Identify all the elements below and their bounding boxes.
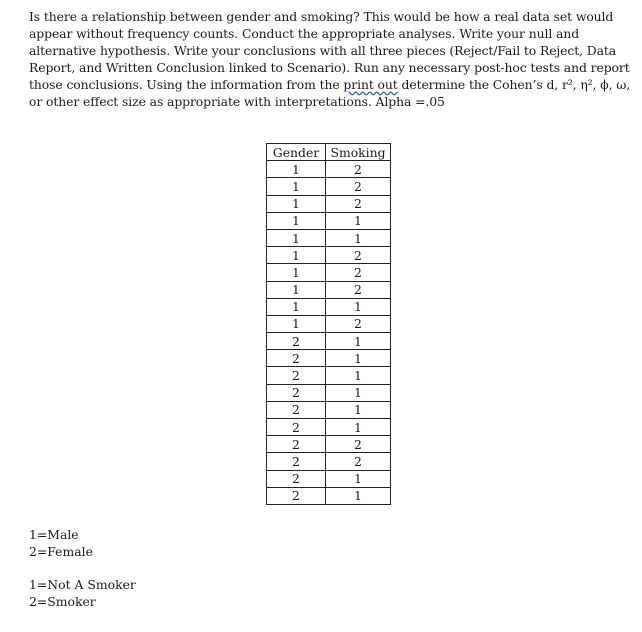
legend-item: 1=Male <box>29 527 79 542</box>
gender-cell: 1 <box>267 281 326 298</box>
gender-cell: 2 <box>267 350 326 367</box>
smoking-cell: 2 <box>326 436 391 453</box>
prompt-text: determine the Cohen’s d, r², η², ϕ, ω, <box>397 76 631 92</box>
gender-cell: 2 <box>267 470 326 487</box>
prompt-line: or other effect size as appropriate with interpretations. Alpha =.05 <box>29 93 445 109</box>
smoking-cell: 1 <box>326 487 391 504</box>
header-smoking: Smoking <box>326 144 391 161</box>
table-row <box>267 178 391 195</box>
gender-cell: 2 <box>267 436 326 453</box>
gender-cell: 2 <box>267 333 326 350</box>
smoking-cell: 1 <box>326 419 391 436</box>
table-row <box>267 453 391 470</box>
assignment-prompt <box>29 9 629 110</box>
gender-cell: 2 <box>267 367 326 384</box>
legend-item: 1=Not A Smoker <box>29 577 136 592</box>
table-row <box>267 264 391 281</box>
smoking-cell: 2 <box>326 264 391 281</box>
gender-cell: 2 <box>267 419 326 436</box>
prompt-line: Is there a relationship between gender and smoking? This would be how a real data set would <box>29 9 614 24</box>
gender-cell: 1 <box>267 247 326 264</box>
gender-cell: 2 <box>267 384 326 401</box>
gender-cell: 1 <box>267 195 326 212</box>
spellcheck-underlined-text: print out <box>343 76 398 92</box>
smoking-cell: 1 <box>326 384 391 401</box>
smoking-cell: 2 <box>326 281 391 298</box>
smoking-cell: 1 <box>326 229 391 246</box>
smoking-legend <box>29 576 136 610</box>
table-row <box>267 161 391 178</box>
gender-cell: 2 <box>267 487 326 504</box>
header-gender: Gender <box>267 144 326 161</box>
smoking-cell: 2 <box>326 453 391 470</box>
gender-cell: 2 <box>267 401 326 418</box>
table-row <box>267 436 391 453</box>
smoking-cell: 1 <box>326 470 391 487</box>
table-row <box>267 333 391 350</box>
table-row <box>267 487 391 504</box>
table-row <box>267 419 391 436</box>
table-row <box>267 212 391 229</box>
smoking-cell: 1 <box>326 212 391 229</box>
smoking-cell: 2 <box>326 161 391 178</box>
gender-cell: 2 <box>267 453 326 470</box>
data-table <box>266 143 391 505</box>
smoking-cell: 2 <box>326 247 391 264</box>
table-row <box>267 401 391 418</box>
smoking-cell: 2 <box>326 315 391 332</box>
prompt-text: those conclusions. Using the information from the <box>29 76 344 92</box>
table-row <box>267 470 391 487</box>
gender-cell: 1 <box>267 161 326 178</box>
gender-cell: 1 <box>267 212 326 229</box>
gender-cell: 1 <box>267 229 326 246</box>
table-row <box>267 384 391 401</box>
table-row <box>267 298 391 315</box>
table-body <box>267 161 391 505</box>
prompt-line: Report, and Written Conclusion linked to Scenario). Run any necessary post-hoc tests and report <box>29 59 630 75</box>
gender-cell: 1 <box>267 298 326 315</box>
table-row <box>267 367 391 384</box>
prompt-line: appear without frequency counts. Conduct the appropriate analyses. Write your null and <box>29 25 580 41</box>
table-row <box>267 350 391 367</box>
legend-item: 2=Female <box>29 544 93 559</box>
table-row <box>267 247 391 264</box>
prompt-line <box>29 77 629 94</box>
smoking-cell: 1 <box>326 298 391 315</box>
smoking-cell: 1 <box>326 401 391 418</box>
gender-cell: 1 <box>267 264 326 281</box>
table-row <box>267 281 391 298</box>
table-header-row <box>267 144 391 161</box>
legend-item: 2=Smoker <box>29 594 96 609</box>
smoking-cell: 2 <box>326 195 391 212</box>
gender-cell: 1 <box>267 315 326 332</box>
smoking-cell: 1 <box>326 367 391 384</box>
table-row <box>267 229 391 246</box>
gender-cell: 1 <box>267 178 326 195</box>
smoking-cell: 1 <box>326 350 391 367</box>
smoking-cell: 2 <box>326 178 391 195</box>
prompt-line: alternative hypothesis. Write your conclusions with all three pieces (Reject/Fail to Reject, Data <box>29 42 617 58</box>
table-row <box>267 315 391 332</box>
gender-legend <box>29 526 93 560</box>
table-row <box>267 195 391 212</box>
smoking-cell: 1 <box>326 333 391 350</box>
